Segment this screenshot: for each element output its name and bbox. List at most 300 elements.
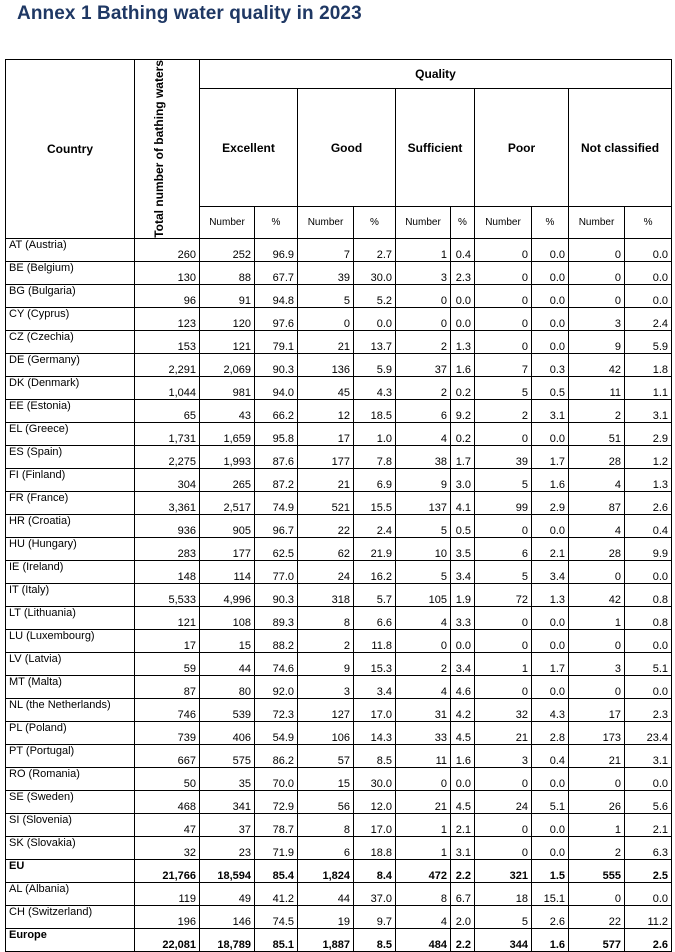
number-cell: 0 xyxy=(475,422,532,445)
table-row xyxy=(6,928,672,951)
percent-cell: 1.6 xyxy=(532,928,569,951)
percent-cell: 0.0 xyxy=(451,307,475,330)
percent-cell: 11.8 xyxy=(354,629,396,652)
number-cell: 88 xyxy=(200,261,255,284)
number-cell: 11 xyxy=(569,376,625,399)
number-cell: 0 xyxy=(396,629,451,652)
number-cell: 23 xyxy=(200,836,255,859)
percent-cell: 3.1 xyxy=(451,836,475,859)
number-cell: 6 xyxy=(298,836,354,859)
percent-subheader: % xyxy=(625,207,672,238)
number-cell: 35 xyxy=(200,767,255,790)
number-cell: 0 xyxy=(475,675,532,698)
table-row xyxy=(6,560,672,583)
number-cell: 2,069 xyxy=(200,353,255,376)
percent-cell: 2.1 xyxy=(625,813,672,836)
number-cell: 981 xyxy=(200,376,255,399)
country-cell: LT (Lithuania) xyxy=(6,606,135,629)
percent-cell: 0.8 xyxy=(625,583,672,606)
number-cell: 4 xyxy=(396,606,451,629)
percent-cell: 2.2 xyxy=(451,859,475,882)
number-cell: 521 xyxy=(298,491,354,514)
table-row xyxy=(6,721,672,744)
number-cell: 80 xyxy=(200,675,255,698)
percent-cell: 0.2 xyxy=(451,376,475,399)
country-cell: BE (Belgium) xyxy=(6,261,135,284)
number-cell: 21 xyxy=(396,790,451,813)
number-cell: 28 xyxy=(569,537,625,560)
percent-cell: 2.8 xyxy=(532,721,569,744)
total-header xyxy=(135,60,200,239)
percent-cell: 1.2 xyxy=(625,445,672,468)
percent-cell: 2.4 xyxy=(354,514,396,537)
percent-cell: 96.9 xyxy=(255,238,298,261)
percent-cell: 94.0 xyxy=(255,376,298,399)
country-cell: MT (Malta) xyxy=(6,675,135,698)
percent-cell: 90.3 xyxy=(255,353,298,376)
total-cell: 22,081 xyxy=(135,928,200,951)
number-cell: 2 xyxy=(475,399,532,422)
percent-cell: 15.5 xyxy=(354,491,396,514)
percent-subheader: % xyxy=(255,207,298,238)
number-cell: 11 xyxy=(396,744,451,767)
percent-subheader: % xyxy=(532,207,569,238)
percent-cell: 2.7 xyxy=(354,238,396,261)
excellent-header: Excellent xyxy=(200,88,298,207)
table-row xyxy=(6,905,672,928)
percent-cell: 85.4 xyxy=(255,859,298,882)
percent-cell: 2.0 xyxy=(451,905,475,928)
number-cell: 17 xyxy=(298,422,354,445)
country-cell: FI (Finland) xyxy=(6,468,135,491)
not-classified-header: Not classified xyxy=(569,88,672,207)
percent-cell: 0.8 xyxy=(625,606,672,629)
number-cell: 3 xyxy=(298,675,354,698)
number-cell: 45 xyxy=(298,376,354,399)
percent-cell: 9.9 xyxy=(625,537,672,560)
number-cell: 252 xyxy=(200,238,255,261)
total-cell: 2,291 xyxy=(135,353,200,376)
number-cell: 0 xyxy=(475,836,532,859)
number-cell: 1 xyxy=(396,813,451,836)
percent-cell: 17.0 xyxy=(354,698,396,721)
percent-cell: 0.0 xyxy=(532,307,569,330)
number-cell: 265 xyxy=(200,468,255,491)
number-cell: 1 xyxy=(396,238,451,261)
percent-subheader: % xyxy=(354,207,396,238)
number-cell: 1,887 xyxy=(298,928,354,951)
percent-cell: 62.5 xyxy=(255,537,298,560)
percent-cell: 1.6 xyxy=(451,744,475,767)
total-cell: 283 xyxy=(135,537,200,560)
percent-subheader: % xyxy=(451,207,475,238)
percent-cell: 21.9 xyxy=(354,537,396,560)
total-header-label: Total number of bathing waters xyxy=(152,60,166,238)
number-cell: 5 xyxy=(396,514,451,537)
number-cell: 87 xyxy=(569,491,625,514)
table-row xyxy=(6,882,672,905)
percent-cell: 1.6 xyxy=(451,353,475,376)
number-cell: 0 xyxy=(475,514,532,537)
number-cell: 177 xyxy=(200,537,255,560)
number-cell: 9 xyxy=(569,330,625,353)
percent-cell: 0.4 xyxy=(451,238,475,261)
number-cell: 321 xyxy=(475,859,532,882)
percent-cell: 8.5 xyxy=(354,744,396,767)
table-row xyxy=(6,445,672,468)
total-cell: 1,731 xyxy=(135,422,200,445)
number-cell: 8 xyxy=(298,606,354,629)
percent-cell: 2.3 xyxy=(451,261,475,284)
country-cell: LV (Latvia) xyxy=(6,652,135,675)
table-row xyxy=(6,606,672,629)
country-cell: FR (France) xyxy=(6,491,135,514)
country-cell: CH (Switzerland) xyxy=(6,905,135,928)
number-cell: 5 xyxy=(475,560,532,583)
percent-cell: 87.6 xyxy=(255,445,298,468)
number-cell: 0 xyxy=(396,307,451,330)
table-row xyxy=(6,330,672,353)
country-cell: IE (Ireland) xyxy=(6,560,135,583)
percent-cell: 16.2 xyxy=(354,560,396,583)
country-cell: ES (Spain) xyxy=(6,445,135,468)
percent-cell: 0.0 xyxy=(625,284,672,307)
percent-cell: 2.6 xyxy=(532,905,569,928)
table-row xyxy=(6,307,672,330)
percent-cell: 9.2 xyxy=(451,399,475,422)
number-cell: 1,659 xyxy=(200,422,255,445)
number-cell: 5 xyxy=(475,468,532,491)
country-cell: DE (Germany) xyxy=(6,353,135,376)
percent-cell: 0.0 xyxy=(625,560,672,583)
total-cell: 739 xyxy=(135,721,200,744)
percent-cell: 5.2 xyxy=(354,284,396,307)
number-cell: 0 xyxy=(569,560,625,583)
percent-cell: 4.3 xyxy=(532,698,569,721)
number-cell: 9 xyxy=(298,652,354,675)
number-cell: 0 xyxy=(569,882,625,905)
number-cell: 0 xyxy=(569,261,625,284)
bathing-water-table xyxy=(5,59,672,952)
number-cell: 38 xyxy=(396,445,451,468)
country-cell: SK (Slovakia) xyxy=(6,836,135,859)
percent-cell: 0.5 xyxy=(451,514,475,537)
percent-cell: 2.2 xyxy=(451,928,475,951)
percent-cell: 0.0 xyxy=(532,813,569,836)
number-cell: 108 xyxy=(200,606,255,629)
number-cell: 1 xyxy=(396,836,451,859)
number-cell: 575 xyxy=(200,744,255,767)
total-cell: 746 xyxy=(135,698,200,721)
total-cell: 3,361 xyxy=(135,491,200,514)
number-cell: 7 xyxy=(298,238,354,261)
total-cell: 50 xyxy=(135,767,200,790)
table-row xyxy=(6,652,672,675)
percent-cell: 0.0 xyxy=(532,261,569,284)
total-cell: 196 xyxy=(135,905,200,928)
country-cell: NL (the Netherlands) xyxy=(6,698,135,721)
percent-cell: 5.9 xyxy=(354,353,396,376)
percent-cell: 3.1 xyxy=(625,399,672,422)
number-cell: 44 xyxy=(298,882,354,905)
number-cell: 0 xyxy=(475,261,532,284)
percent-cell: 0.0 xyxy=(532,422,569,445)
percent-cell: 72.3 xyxy=(255,698,298,721)
percent-cell: 86.2 xyxy=(255,744,298,767)
percent-cell: 1.8 xyxy=(625,353,672,376)
percent-cell: 0.0 xyxy=(532,514,569,537)
percent-cell: 0.0 xyxy=(532,284,569,307)
number-cell: 9 xyxy=(396,468,451,491)
percent-cell: 1.7 xyxy=(451,445,475,468)
number-cell: 2 xyxy=(569,836,625,859)
number-cell: 2 xyxy=(569,399,625,422)
number-cell: 7 xyxy=(475,353,532,376)
percent-cell: 2.1 xyxy=(451,813,475,836)
number-cell: 32 xyxy=(475,698,532,721)
percent-cell: 2.3 xyxy=(625,698,672,721)
number-cell: 0 xyxy=(298,307,354,330)
number-cell: 18,789 xyxy=(200,928,255,951)
number-cell: 0 xyxy=(475,238,532,261)
percent-cell: 2.5 xyxy=(625,859,672,882)
number-cell: 0 xyxy=(475,330,532,353)
number-cell: 1 xyxy=(569,813,625,836)
percent-cell: 15.3 xyxy=(354,652,396,675)
number-cell: 106 xyxy=(298,721,354,744)
table-row xyxy=(6,813,672,836)
total-cell: 59 xyxy=(135,652,200,675)
percent-cell: 2.9 xyxy=(532,491,569,514)
percent-cell: 89.3 xyxy=(255,606,298,629)
table-row xyxy=(6,629,672,652)
number-cell: 0 xyxy=(475,629,532,652)
number-cell: 6 xyxy=(475,537,532,560)
percent-cell: 3.4 xyxy=(354,675,396,698)
total-cell: 260 xyxy=(135,238,200,261)
total-cell: 468 xyxy=(135,790,200,813)
number-cell: 0 xyxy=(475,767,532,790)
percent-cell: 88.2 xyxy=(255,629,298,652)
number-cell: 39 xyxy=(475,445,532,468)
number-cell: 26 xyxy=(569,790,625,813)
percent-cell: 0.0 xyxy=(532,330,569,353)
number-cell: 18,594 xyxy=(200,859,255,882)
percent-cell: 92.0 xyxy=(255,675,298,698)
number-cell: 24 xyxy=(298,560,354,583)
total-cell: 121 xyxy=(135,606,200,629)
number-cell: 0 xyxy=(569,284,625,307)
percent-cell: 0.0 xyxy=(625,882,672,905)
percent-cell: 1.3 xyxy=(532,583,569,606)
number-cell: 21 xyxy=(298,468,354,491)
percent-cell: 4.1 xyxy=(451,491,475,514)
country-cell: AL (Albania) xyxy=(6,882,135,905)
total-cell: 87 xyxy=(135,675,200,698)
number-cell: 0 xyxy=(475,307,532,330)
percent-cell: 9.7 xyxy=(354,905,396,928)
number-cell: 4 xyxy=(396,905,451,928)
country-header: Country xyxy=(6,60,135,239)
number-cell: 5 xyxy=(298,284,354,307)
percent-cell: 74.9 xyxy=(255,491,298,514)
table-row xyxy=(6,491,672,514)
percent-cell: 5.9 xyxy=(625,330,672,353)
number-cell: 3 xyxy=(569,307,625,330)
percent-cell: 3.4 xyxy=(451,560,475,583)
percent-cell: 5.1 xyxy=(625,652,672,675)
sufficient-header: Sufficient xyxy=(396,88,475,207)
number-cell: 1,993 xyxy=(200,445,255,468)
table-body xyxy=(6,238,672,951)
percent-cell: 1.3 xyxy=(625,468,672,491)
percent-cell: 2.1 xyxy=(532,537,569,560)
number-cell: 127 xyxy=(298,698,354,721)
percent-cell: 97.6 xyxy=(255,307,298,330)
percent-cell: 23.4 xyxy=(625,721,672,744)
table-row xyxy=(6,744,672,767)
percent-cell: 15.1 xyxy=(532,882,569,905)
country-cell: AT (Austria) xyxy=(6,238,135,261)
total-cell: 153 xyxy=(135,330,200,353)
table-row xyxy=(6,284,672,307)
total-cell: 32 xyxy=(135,836,200,859)
page-title: Annex 1 Bathing water quality in 2023 xyxy=(17,3,362,24)
table-row xyxy=(6,238,672,261)
total-cell: 123 xyxy=(135,307,200,330)
percent-cell: 0.0 xyxy=(532,767,569,790)
total-cell: 119 xyxy=(135,882,200,905)
number-cell: 0 xyxy=(475,606,532,629)
percent-cell: 37.0 xyxy=(354,882,396,905)
percent-cell: 6.6 xyxy=(354,606,396,629)
number-cell: 4 xyxy=(569,468,625,491)
percent-cell: 77.0 xyxy=(255,560,298,583)
number-cell: 91 xyxy=(200,284,255,307)
percent-cell: 0.3 xyxy=(532,353,569,376)
number-cell: 539 xyxy=(200,698,255,721)
percent-cell: 1.5 xyxy=(532,859,569,882)
total-cell: 21,766 xyxy=(135,859,200,882)
percent-cell: 79.1 xyxy=(255,330,298,353)
percent-cell: 94.8 xyxy=(255,284,298,307)
percent-cell: 95.8 xyxy=(255,422,298,445)
number-cell: 8 xyxy=(396,882,451,905)
percent-cell: 4.6 xyxy=(451,675,475,698)
number-cell: 0 xyxy=(475,284,532,307)
percent-cell: 1.7 xyxy=(532,652,569,675)
number-cell: 15 xyxy=(200,629,255,652)
percent-cell: 66.2 xyxy=(255,399,298,422)
number-cell: 37 xyxy=(396,353,451,376)
total-cell: 304 xyxy=(135,468,200,491)
number-cell: 2 xyxy=(396,376,451,399)
number-cell: 121 xyxy=(200,330,255,353)
number-cell: 15 xyxy=(298,767,354,790)
percent-cell: 3.3 xyxy=(451,606,475,629)
number-cell: 0 xyxy=(396,284,451,307)
percent-cell: 67.7 xyxy=(255,261,298,284)
percent-cell: 6.3 xyxy=(625,836,672,859)
total-cell: 1,044 xyxy=(135,376,200,399)
percent-cell: 41.2 xyxy=(255,882,298,905)
percent-cell: 4.5 xyxy=(451,721,475,744)
poor-header: Poor xyxy=(475,88,569,207)
table-row xyxy=(6,422,672,445)
table-row xyxy=(6,514,672,537)
table-row xyxy=(6,399,672,422)
number-cell: 120 xyxy=(200,307,255,330)
country-cell: BG (Bulgaria) xyxy=(6,284,135,307)
country-cell: CZ (Czechia) xyxy=(6,330,135,353)
percent-cell: 12.0 xyxy=(354,790,396,813)
number-cell: 3 xyxy=(396,261,451,284)
percent-cell: 5.6 xyxy=(625,790,672,813)
number-cell: 44 xyxy=(200,652,255,675)
percent-cell: 0.0 xyxy=(532,606,569,629)
percent-cell: 14.3 xyxy=(354,721,396,744)
percent-cell: 0.0 xyxy=(451,284,475,307)
percent-cell: 0.2 xyxy=(451,422,475,445)
percent-cell: 2.4 xyxy=(625,307,672,330)
number-cell: 4 xyxy=(396,422,451,445)
number-cell: 2 xyxy=(396,330,451,353)
number-cell: 33 xyxy=(396,721,451,744)
number-cell: 0 xyxy=(396,767,451,790)
percent-cell: 6.7 xyxy=(451,882,475,905)
number-cell: 472 xyxy=(396,859,451,882)
percent-cell: 3.1 xyxy=(625,744,672,767)
number-cell: 51 xyxy=(569,422,625,445)
table-row xyxy=(6,767,672,790)
number-cell: 62 xyxy=(298,537,354,560)
number-cell: 99 xyxy=(475,491,532,514)
percent-cell: 1.1 xyxy=(625,376,672,399)
number-cell: 1 xyxy=(475,652,532,675)
percent-cell: 70.0 xyxy=(255,767,298,790)
total-cell: 5,533 xyxy=(135,583,200,606)
country-cell: PL (Poland) xyxy=(6,721,135,744)
percent-cell: 7.8 xyxy=(354,445,396,468)
total-cell: 667 xyxy=(135,744,200,767)
percent-cell: 90.3 xyxy=(255,583,298,606)
number-cell: 2 xyxy=(298,629,354,652)
table-row xyxy=(6,537,672,560)
number-cell: 19 xyxy=(298,905,354,928)
number-subheader: Number xyxy=(475,207,532,238)
number-cell: 105 xyxy=(396,583,451,606)
number-cell: 114 xyxy=(200,560,255,583)
percent-cell: 0.0 xyxy=(625,629,672,652)
number-cell: 22 xyxy=(298,514,354,537)
number-cell: 56 xyxy=(298,790,354,813)
percent-cell: 78.7 xyxy=(255,813,298,836)
percent-cell: 18.5 xyxy=(354,399,396,422)
country-cell: IT (Italy) xyxy=(6,583,135,606)
number-cell: 173 xyxy=(569,721,625,744)
country-cell: HU (Hungary) xyxy=(6,537,135,560)
percent-cell: 0.5 xyxy=(532,376,569,399)
table-row xyxy=(6,468,672,491)
country-cell: EU xyxy=(6,859,135,882)
table-row xyxy=(6,261,672,284)
number-cell: 24 xyxy=(475,790,532,813)
number-cell: 12 xyxy=(298,399,354,422)
number-cell: 5 xyxy=(475,376,532,399)
number-cell: 21 xyxy=(298,330,354,353)
percent-cell: 0.0 xyxy=(451,767,475,790)
total-cell: 17 xyxy=(135,629,200,652)
